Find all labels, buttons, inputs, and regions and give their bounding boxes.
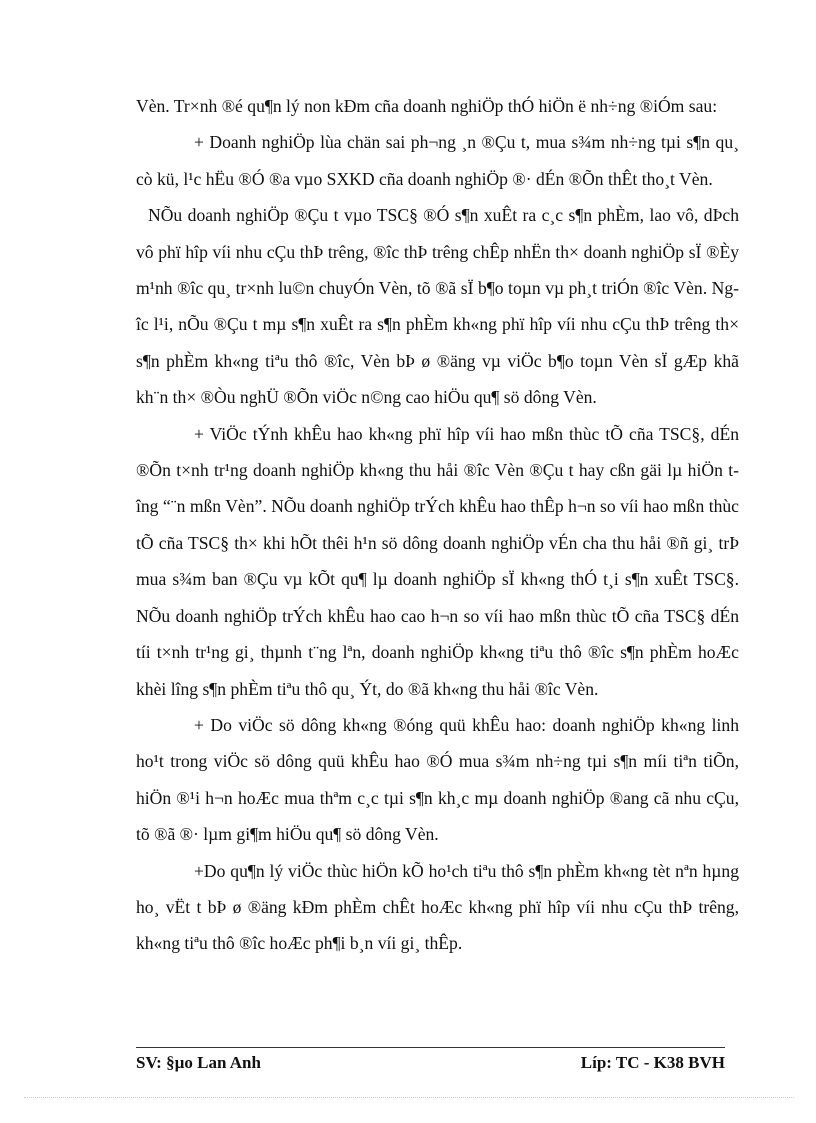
paragraph-depreciation-fund: + Do viÖc sö dông kh«ng ®óng quü khÊu hao: doanh nghiÖp kh«ng linh ho¹t trong viÖc sö dông quü khÊu hao ®Ó mua s¾m nh÷ng tµi s¶n míi tiªn tiÕn, hiÖn ®¹i h¬n hoÆc mua thªm c¸c tµi s¶n kh¸c mµ doanh nghiÖp ®ang cã nhu cÇu, tõ ®ã ®· lµm gi¶m hiÖu qu¶ sö dông Vèn. bbox=[136, 714, 739, 845]
paragraph-tscd-investment: NÕu doanh nghiÖp ®Çu t vµo TSC§ ®Ó s¶n xuÊt ra c¸c s¶n phÈm, lao vô, dÞch vô phï hîp víi nhu cÇu thÞ trêng, ®îc thÞ trêng chÊp nhËn th× doanh nghiÖp sÏ ®Èy m¹nh ®îc qu¸ tr×nh lu©n chuyÓn Vèn, tõ ®ã sÏ b¶o toµn vµ ph¸t triÓn ®îc Vèn. Ngîc l¹i, nÕu ®Çu t mµ s¶n xuÊt ra s¶n phÈm kh«ng phï hîp víi nhu cÇu thÞ trêng th× s¶n phÈm kh«ng tiªu thô ®îc, Vèn bÞ ø ®äng vµ viÖc b¶o toµn Vèn sÏ gÆp khã kh¨n th× ®Òu nghÜ ®Õn viÖc n©ng cao hiÖu qu¶ sö dông Vèn. bbox=[136, 205, 739, 408]
footer-divider bbox=[136, 1047, 725, 1048]
body-text bbox=[136, 88, 739, 962]
paragraph-investment-choice: + Doanh nghiÖp lùa chän sai ph¬ng ¸n ®Çu t, mua s¾m nh÷ng tµi s¶n qu¸ cò kü, l¹c hËu ®Ó ®a vµo SXKD cña doanh nghiÖp ®· dÉn ®Õn thÊt tho¸t Vèn. bbox=[136, 132, 739, 189]
paragraph-sales-management: +Do qu¶n lý viÖc thùc hiÖn kÕ ho¹ch tiªu thô s¶n phÈm kh«ng tèt nªn hµng ho¸ vËt t bÞ ø ®äng kÐm phÈm chÊt hoÆc kh«ng phï hîp víi nhu cÇu thÞ trêng, kh«ng tiªu thô ®îc hoÆc ph¶i b¸n víi gi¸ thÊp. bbox=[136, 860, 739, 954]
page-footer bbox=[136, 1053, 725, 1075]
footer-student-name: SV: §µo Lan Anh bbox=[136, 1053, 261, 1072]
page-bottom-edge bbox=[24, 1097, 794, 1098]
paragraph-continuation: Vèn. Tr×nh ®é qu¶n lý non kÐm cña doanh nghiÖp thÓ hiÖn ë nh÷ng ®iÓm sau: bbox=[136, 96, 718, 116]
paragraph-depreciation: + ViÖc tÝnh khÊu hao kh«ng phï hîp víi hao mßn thùc tÕ cña TSC§, dÉn ®Õn t×nh tr¹ng doanh nghiÖp kh«ng thu håi ®îc Vèn ®Çu t hay cßn gäi lµ hiÖn tîng “¨n mßn Vèn”. NÕu doanh nghiÖp trÝch khÊu hao thÊp h¬n so víi hao mßn thùc tÕ cña TSC§ th× khi hÕt thêi h¹n sö dông doanh nghiÖp vÉn cha thu håi ®ñ gi¸ trÞ mua s¾m ban ®Çu vµ kÕt qu¶ lµ doanh nghiÖp sÏ kh«ng thÓ t¸i s¶n xuÊt TSC§. NÕu doanh nghiÖp trÝch khÊu hao cao h¬n so víi hao mßn thùc tÕ cña TSC§ dÉn tíi t×nh tr¹ng gi¸ thµnh t¨ng lªn, doanh nghiÖp kh«ng tiªu thô ®îc s¶n phÈm hoÆc khèi lîng s¶n phÈm tiªu thô qu¸ Ýt, do ®ã kh«ng thu håi ®îc Vèn. bbox=[136, 423, 739, 699]
footer-class-code: Líp: TC - K38 BVH bbox=[580, 1053, 725, 1072]
